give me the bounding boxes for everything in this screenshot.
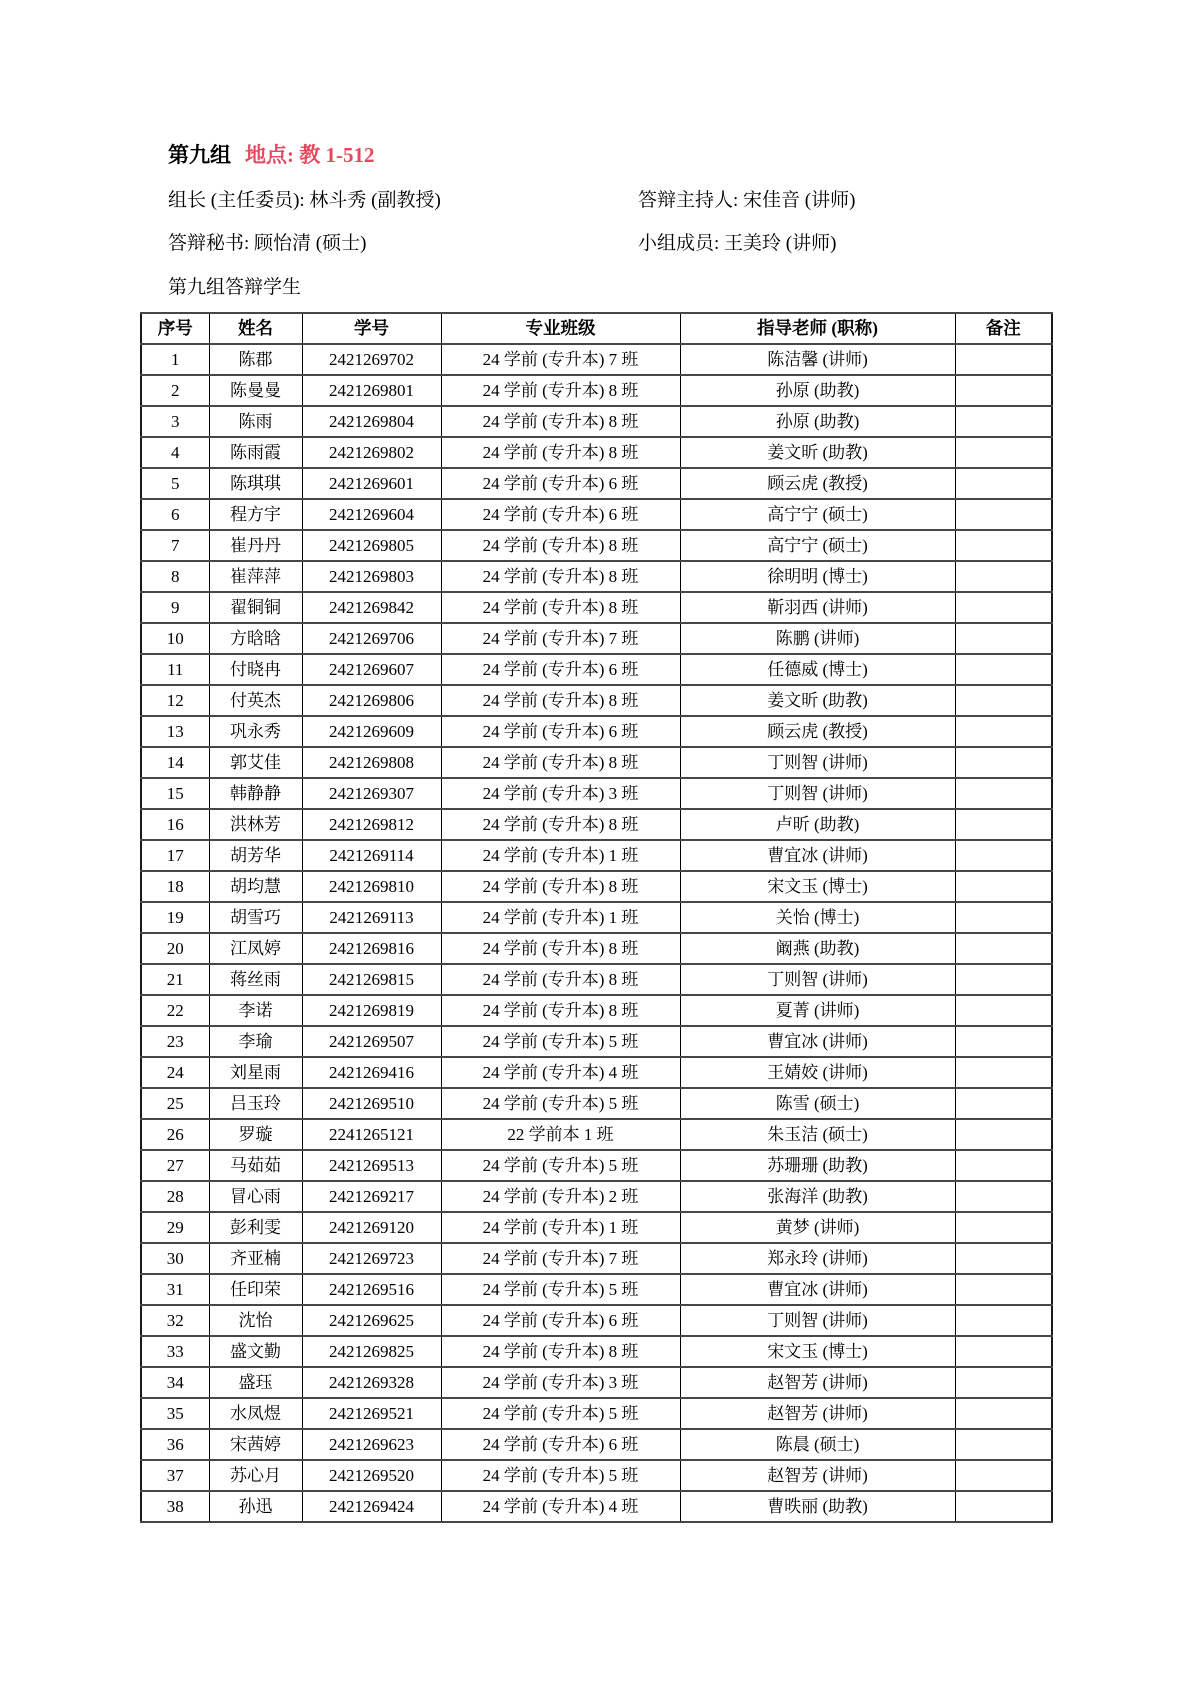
cell-student-id: 2421269604 (302, 499, 441, 530)
table-row (141, 1088, 1052, 1119)
cell-advisor: 徐明明 (博士) (680, 561, 955, 592)
cell-index: 8 (141, 561, 209, 592)
cell-class: 24 学前 (专升本) 5 班 (441, 1274, 680, 1305)
cell-class: 24 学前 (专升本) 1 班 (441, 840, 680, 871)
cell-advisor: 赵智芳 (讲师) (680, 1367, 955, 1398)
cell-name: 刘星雨 (209, 1057, 302, 1088)
table-row (141, 406, 1052, 437)
cell-student-id: 2421269702 (302, 344, 441, 375)
cell-index: 23 (141, 1026, 209, 1057)
table-row (141, 1274, 1052, 1305)
cell-class: 24 学前 (专升本) 8 班 (441, 964, 680, 995)
cell-name: 崔萍萍 (209, 561, 302, 592)
cell-class: 24 学前 (专升本) 4 班 (441, 1491, 680, 1522)
cell-name: 任印荣 (209, 1274, 302, 1305)
cell-class: 24 学前 (专升本) 5 班 (441, 1398, 680, 1429)
header-index: 序号 (141, 313, 209, 344)
cell-name: 洪林芳 (209, 809, 302, 840)
cell-class: 24 学前 (专升本) 8 班 (441, 995, 680, 1026)
cell-advisor: 丁则智 (讲师) (680, 747, 955, 778)
cell-index: 34 (141, 1367, 209, 1398)
cell-note (955, 1057, 1052, 1088)
cell-class: 24 学前 (专升本) 6 班 (441, 1429, 680, 1460)
cell-advisor: 曹昳丽 (助教) (680, 1491, 955, 1522)
cell-index: 26 (141, 1119, 209, 1150)
cell-advisor: 王婧姣 (讲师) (680, 1057, 955, 1088)
cell-class: 24 学前 (专升本) 8 班 (441, 1336, 680, 1367)
cell-index: 38 (141, 1491, 209, 1522)
cell-index: 10 (141, 623, 209, 654)
cell-name: 韩静静 (209, 778, 302, 809)
cell-name: 彭利雯 (209, 1212, 302, 1243)
cell-advisor: 孙原 (助教) (680, 375, 955, 406)
table-row (141, 1181, 1052, 1212)
cell-index: 4 (141, 437, 209, 468)
cell-name: 程方宇 (209, 499, 302, 530)
cell-note (955, 1460, 1052, 1491)
header-advisor: 指导老师 (职称) (680, 313, 955, 344)
cell-note (955, 1150, 1052, 1181)
cell-student-id: 2421269802 (302, 437, 441, 468)
cell-name: 陈雨 (209, 406, 302, 437)
cell-advisor: 宋文玉 (博士) (680, 1336, 955, 1367)
cell-class: 24 学前 (专升本) 8 班 (441, 375, 680, 406)
table-row (141, 747, 1052, 778)
cell-class: 24 学前 (专升本) 7 班 (441, 1243, 680, 1274)
cell-class: 24 学前 (专升本) 3 班 (441, 1367, 680, 1398)
cell-student-id: 2421269623 (302, 1429, 441, 1460)
cell-student-id: 2241265121 (302, 1119, 441, 1150)
cell-student-id: 2421269810 (302, 871, 441, 902)
cell-name: 崔丹丹 (209, 530, 302, 561)
cell-name: 宋茜婷 (209, 1429, 302, 1460)
cell-student-id: 2421269723 (302, 1243, 441, 1274)
cell-index: 18 (141, 871, 209, 902)
cell-name: 齐亚楠 (209, 1243, 302, 1274)
cell-advisor: 朱玉洁 (硕士) (680, 1119, 955, 1150)
table-row (141, 871, 1052, 902)
cell-name: 陈琪琪 (209, 468, 302, 499)
cell-note (955, 840, 1052, 871)
cell-name: 李瑜 (209, 1026, 302, 1057)
cell-student-id: 2421269815 (302, 964, 441, 995)
cell-index: 35 (141, 1398, 209, 1429)
info-line-1 (168, 188, 1051, 213)
cell-note (955, 592, 1052, 623)
group-title: 第九组 (168, 143, 231, 167)
cell-index: 20 (141, 933, 209, 964)
table-row (141, 375, 1052, 406)
cell-advisor: 宋文玉 (博士) (680, 871, 955, 902)
cell-index: 9 (141, 592, 209, 623)
cell-note (955, 623, 1052, 654)
table-row (141, 964, 1052, 995)
cell-note (955, 902, 1052, 933)
cell-class: 24 学前 (专升本) 8 班 (441, 561, 680, 592)
cell-student-id: 2421269808 (302, 747, 441, 778)
cell-name: 郭艾佳 (209, 747, 302, 778)
cell-name: 胡芳华 (209, 840, 302, 871)
cell-note (955, 995, 1052, 1026)
cell-advisor: 陈鹏 (讲师) (680, 623, 955, 654)
cell-class: 24 学前 (专升本) 8 班 (441, 871, 680, 902)
cell-index: 29 (141, 1212, 209, 1243)
cell-index: 1 (141, 344, 209, 375)
cell-student-id: 2421269805 (302, 530, 441, 561)
cell-advisor: 赵智芳 (讲师) (680, 1460, 955, 1491)
cell-note (955, 1491, 1052, 1522)
cell-index: 28 (141, 1181, 209, 1212)
cell-advisor: 姜文昕 (助教) (680, 437, 955, 468)
defense-host-text: 答辩主持人: 宋佳音 (讲师) (638, 190, 856, 211)
cell-advisor: 曹宜冰 (讲师) (680, 1026, 955, 1057)
cell-name: 陈曼曼 (209, 375, 302, 406)
cell-index: 21 (141, 964, 209, 995)
table-row (141, 995, 1052, 1026)
group-member-text: 小组成员: 王美玲 (讲师) (638, 233, 837, 254)
cell-index: 7 (141, 530, 209, 561)
cell-class: 24 学前 (专升本) 6 班 (441, 499, 680, 530)
cell-student-id: 2421269609 (302, 716, 441, 747)
document-headings (168, 143, 1051, 299)
cell-index: 17 (141, 840, 209, 871)
cell-student-id: 2421269416 (302, 1057, 441, 1088)
cell-student-id: 2421269806 (302, 685, 441, 716)
cell-index: 15 (141, 778, 209, 809)
cell-index: 11 (141, 654, 209, 685)
cell-student-id: 2421269625 (302, 1305, 441, 1336)
cell-advisor: 丁则智 (讲师) (680, 1305, 955, 1336)
cell-index: 6 (141, 499, 209, 530)
cell-note (955, 344, 1052, 375)
cell-name: 付英杰 (209, 685, 302, 716)
cell-note (955, 1026, 1052, 1057)
cell-index: 31 (141, 1274, 209, 1305)
cell-index: 12 (141, 685, 209, 716)
cell-class: 24 学前 (专升本) 8 班 (441, 530, 680, 561)
cell-index: 2 (141, 375, 209, 406)
cell-name: 沈怡 (209, 1305, 302, 1336)
cell-advisor: 陈晨 (硕士) (680, 1429, 955, 1460)
cell-advisor: 关怡 (博士) (680, 902, 955, 933)
cell-advisor: 赵智芳 (讲师) (680, 1398, 955, 1429)
cell-advisor: 曹宜冰 (讲师) (680, 840, 955, 871)
cell-student-id: 2421269507 (302, 1026, 441, 1057)
cell-student-id: 2421269217 (302, 1181, 441, 1212)
cell-advisor: 任德威 (博士) (680, 654, 955, 685)
cell-advisor: 张海洋 (助教) (680, 1181, 955, 1212)
cell-student-id: 2421269804 (302, 406, 441, 437)
table-row (141, 1150, 1052, 1181)
cell-advisor: 顾云虎 (教授) (680, 468, 955, 499)
cell-class: 24 学前 (专升本) 6 班 (441, 468, 680, 499)
table-row (141, 840, 1052, 871)
header-note: 备注 (955, 313, 1052, 344)
cell-advisor: 陈雪 (硕士) (680, 1088, 955, 1119)
info-line-2 (168, 231, 1051, 256)
cell-student-id: 2421269307 (302, 778, 441, 809)
location-label: 地点: 教 1-512 (245, 143, 375, 167)
cell-index: 37 (141, 1460, 209, 1491)
table-row (141, 809, 1052, 840)
cell-student-id: 2421269120 (302, 1212, 441, 1243)
cell-name: 陈郡 (209, 344, 302, 375)
table-row (141, 1057, 1052, 1088)
cell-name: 翟铜铜 (209, 592, 302, 623)
cell-advisor: 阚燕 (助教) (680, 933, 955, 964)
cell-name: 孙迅 (209, 1491, 302, 1522)
cell-student-id: 2421269114 (302, 840, 441, 871)
cell-note (955, 468, 1052, 499)
cell-note (955, 654, 1052, 685)
table-row (141, 716, 1052, 747)
table-row (141, 1243, 1052, 1274)
table-row (141, 1212, 1052, 1243)
table-row (141, 685, 1052, 716)
cell-name: 江凤婷 (209, 933, 302, 964)
table-row (141, 1429, 1052, 1460)
cell-note (955, 1398, 1052, 1429)
cell-student-id: 2421269510 (302, 1088, 441, 1119)
cell-note (955, 1181, 1052, 1212)
table-row (141, 1398, 1052, 1429)
cell-class: 24 学前 (专升本) 6 班 (441, 654, 680, 685)
cell-index: 13 (141, 716, 209, 747)
table-row (141, 1460, 1052, 1491)
cell-name: 罗璇 (209, 1119, 302, 1150)
group-leader-text: 组长 (主任委员): 林斗秀 (副教授) (168, 190, 441, 211)
cell-class: 22 学前本 1 班 (441, 1119, 680, 1150)
cell-student-id: 2421269825 (302, 1336, 441, 1367)
cell-advisor: 靳羽西 (讲师) (680, 592, 955, 623)
group-title-line (168, 143, 1051, 168)
cell-advisor: 卢昕 (助教) (680, 809, 955, 840)
table-row (141, 623, 1052, 654)
cell-note (955, 561, 1052, 592)
cell-index: 16 (141, 809, 209, 840)
cell-student-id: 2421269812 (302, 809, 441, 840)
table-row (141, 1026, 1052, 1057)
cell-note (955, 1336, 1052, 1367)
cell-class: 24 学前 (专升本) 1 班 (441, 902, 680, 933)
table-row (141, 561, 1052, 592)
cell-name: 胡雪巧 (209, 902, 302, 933)
header-student-id: 学号 (302, 313, 441, 344)
cell-name: 苏心月 (209, 1460, 302, 1491)
cell-index: 32 (141, 1305, 209, 1336)
cell-index: 5 (141, 468, 209, 499)
cell-note (955, 1088, 1052, 1119)
cell-name: 巩永秀 (209, 716, 302, 747)
cell-student-id: 2421269803 (302, 561, 441, 592)
cell-student-id: 2421269328 (302, 1367, 441, 1398)
cell-note (955, 809, 1052, 840)
cell-note (955, 437, 1052, 468)
cell-note (955, 964, 1052, 995)
table-row (141, 1119, 1052, 1150)
cell-advisor: 高宁宁 (硕士) (680, 499, 955, 530)
cell-note (955, 1212, 1052, 1243)
cell-name: 陈雨霞 (209, 437, 302, 468)
cell-student-id: 2421269816 (302, 933, 441, 964)
cell-student-id: 2421269706 (302, 623, 441, 654)
cell-class: 24 学前 (专升本) 5 班 (441, 1088, 680, 1119)
cell-name: 马茹茹 (209, 1150, 302, 1181)
cell-class: 24 学前 (专升本) 1 班 (441, 1212, 680, 1243)
cell-class: 24 学前 (专升本) 5 班 (441, 1026, 680, 1057)
cell-index: 24 (141, 1057, 209, 1088)
cell-index: 19 (141, 902, 209, 933)
cell-class: 24 学前 (专升本) 8 班 (441, 747, 680, 778)
cell-advisor: 郑永玲 (讲师) (680, 1243, 955, 1274)
cell-name: 盛文勤 (209, 1336, 302, 1367)
cell-advisor: 丁则智 (讲师) (680, 964, 955, 995)
cell-name: 胡均慧 (209, 871, 302, 902)
cell-advisor: 陈洁馨 (讲师) (680, 344, 955, 375)
cell-index: 33 (141, 1336, 209, 1367)
cell-class: 24 学前 (专升本) 8 班 (441, 933, 680, 964)
document-content (140, 143, 1051, 1523)
cell-advisor: 姜文昕 (助教) (680, 685, 955, 716)
cell-class: 24 学前 (专升本) 8 班 (441, 592, 680, 623)
cell-note (955, 685, 1052, 716)
cell-index: 25 (141, 1088, 209, 1119)
cell-note (955, 1243, 1052, 1274)
cell-student-id: 2421269520 (302, 1460, 441, 1491)
cell-student-id: 2421269113 (302, 902, 441, 933)
cell-note (955, 530, 1052, 561)
cell-advisor: 夏菁 (讲师) (680, 995, 955, 1026)
cell-class: 24 学前 (专升本) 6 班 (441, 716, 680, 747)
cell-index: 14 (141, 747, 209, 778)
cell-advisor: 高宁宁 (硕士) (680, 530, 955, 561)
table-row (141, 499, 1052, 530)
cell-advisor: 孙原 (助教) (680, 406, 955, 437)
cell-note (955, 1119, 1052, 1150)
cell-note (955, 716, 1052, 747)
cell-note (955, 1367, 1052, 1398)
cell-index: 36 (141, 1429, 209, 1460)
table-row (141, 592, 1052, 623)
cell-student-id: 2421269521 (302, 1398, 441, 1429)
cell-student-id: 2421269424 (302, 1491, 441, 1522)
cell-name: 蒋丝雨 (209, 964, 302, 995)
cell-student-id: 2421269819 (302, 995, 441, 1026)
cell-note (955, 1305, 1052, 1336)
cell-student-id: 2421269801 (302, 375, 441, 406)
cell-class: 24 学前 (专升本) 2 班 (441, 1181, 680, 1212)
cell-note (955, 499, 1052, 530)
cell-class: 24 学前 (专升本) 3 班 (441, 778, 680, 809)
cell-class: 24 学前 (专升本) 8 班 (441, 406, 680, 437)
cell-advisor: 曹宜冰 (讲师) (680, 1274, 955, 1305)
cell-name: 吕玉玲 (209, 1088, 302, 1119)
cell-class: 24 学前 (专升本) 8 班 (441, 685, 680, 716)
cell-note (955, 871, 1052, 902)
table-row (141, 344, 1052, 375)
defense-secretary-text: 答辩秘书: 顾怡清 (硕士) (168, 233, 367, 254)
cell-name: 方晗晗 (209, 623, 302, 654)
cell-class: 24 学前 (专升本) 6 班 (441, 1305, 680, 1336)
table-row (141, 1491, 1052, 1522)
cell-advisor: 顾云虎 (教授) (680, 716, 955, 747)
table-subtitle: 第九组答辩学生 (168, 277, 302, 298)
table-header-row (141, 313, 1052, 344)
cell-index: 27 (141, 1150, 209, 1181)
cell-note (955, 1429, 1052, 1460)
cell-student-id: 2421269516 (302, 1274, 441, 1305)
cell-student-id: 2421269842 (302, 592, 441, 623)
table-row (141, 933, 1052, 964)
cell-name: 付晓冉 (209, 654, 302, 685)
cell-class: 24 学前 (专升本) 7 班 (441, 344, 680, 375)
cell-advisor: 丁则智 (讲师) (680, 778, 955, 809)
header-name: 姓名 (209, 313, 302, 344)
cell-name: 李诺 (209, 995, 302, 1026)
cell-class: 24 学前 (专升本) 5 班 (441, 1150, 680, 1181)
table-row (141, 1367, 1052, 1398)
cell-class: 24 学前 (专升本) 4 班 (441, 1057, 680, 1088)
cell-index: 3 (141, 406, 209, 437)
table-row (141, 654, 1052, 685)
header-class: 专业班级 (441, 313, 680, 344)
cell-class: 24 学前 (专升本) 7 班 (441, 623, 680, 654)
cell-note (955, 747, 1052, 778)
cell-note (955, 406, 1052, 437)
cell-index: 22 (141, 995, 209, 1026)
cell-student-id: 2421269601 (302, 468, 441, 499)
table-row (141, 530, 1052, 561)
cell-advisor: 黄梦 (讲师) (680, 1212, 955, 1243)
cell-name: 盛珏 (209, 1367, 302, 1398)
students-table (140, 312, 1053, 1523)
cell-class: 24 学前 (专升本) 8 班 (441, 437, 680, 468)
cell-name: 水凤煜 (209, 1398, 302, 1429)
cell-note (955, 375, 1052, 406)
cell-class: 24 学前 (专升本) 5 班 (441, 1460, 680, 1491)
cell-advisor: 苏珊珊 (助教) (680, 1150, 955, 1181)
table-row (141, 778, 1052, 809)
table-row (141, 1336, 1052, 1367)
table-row (141, 902, 1052, 933)
cell-note (955, 933, 1052, 964)
cell-name: 冒心雨 (209, 1181, 302, 1212)
cell-student-id: 2421269513 (302, 1150, 441, 1181)
table-row (141, 437, 1052, 468)
table-row (141, 468, 1052, 499)
cell-class: 24 学前 (专升本) 8 班 (441, 809, 680, 840)
cell-note (955, 778, 1052, 809)
cell-note (955, 1274, 1052, 1305)
table-row (141, 1305, 1052, 1336)
cell-index: 30 (141, 1243, 209, 1274)
cell-student-id: 2421269607 (302, 654, 441, 685)
